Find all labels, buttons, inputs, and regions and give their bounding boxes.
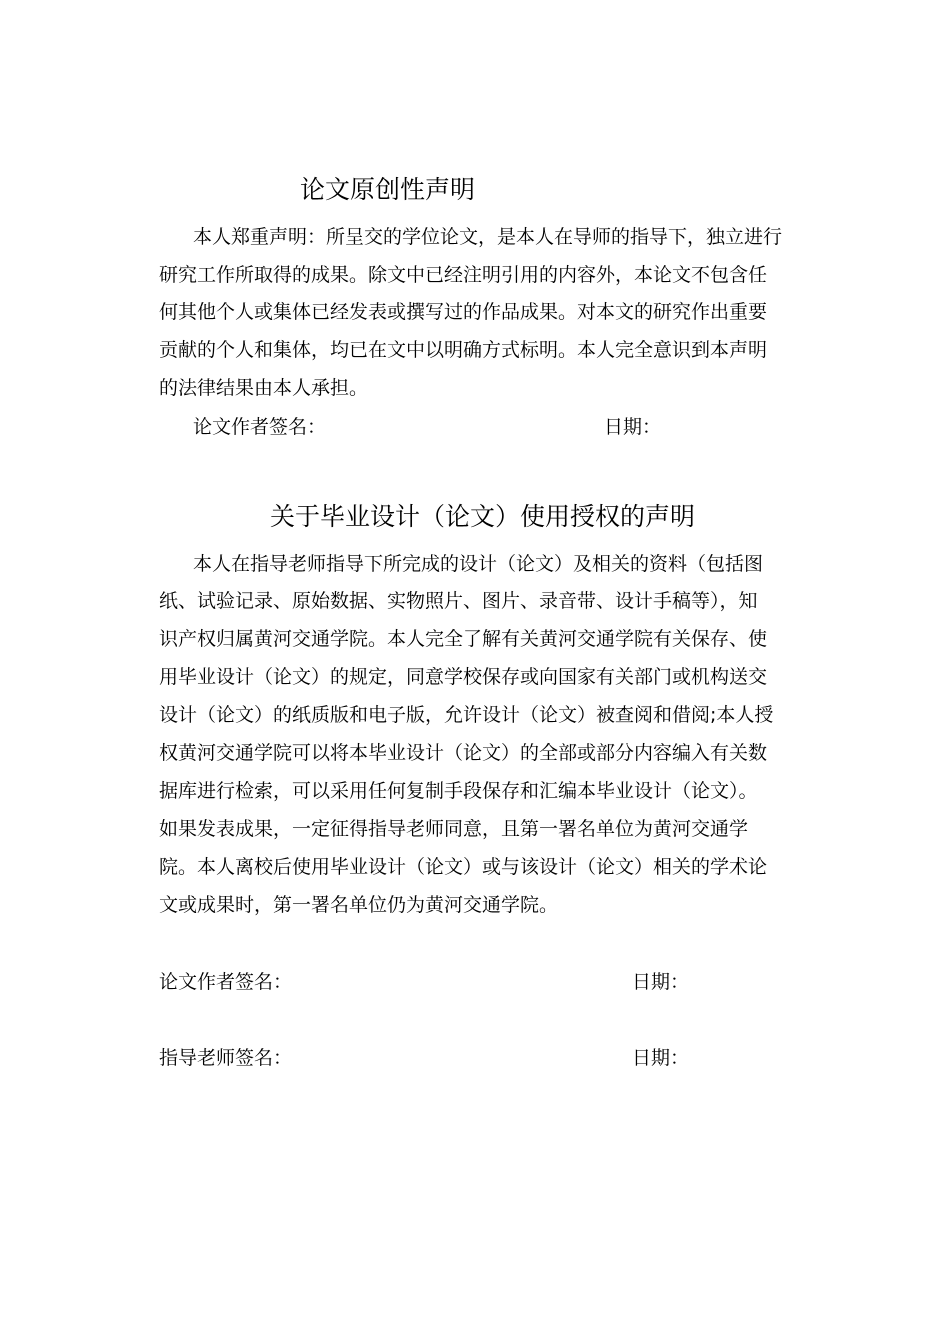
declaration-line-1: 本人郑重声明：所呈交的学位论文，是本人在导师的指导下，独立进行 — [193, 226, 783, 248]
authorization-line-9: 院。本人离校后使用毕业设计（论文）或与该设计（论文）相关的学术论 — [159, 856, 768, 878]
authorization-author-date-label: 日期： — [632, 971, 690, 993]
authorization-author-signature-label: 论文作者签名： — [159, 971, 293, 993]
declaration-line-5: 的法律结果由本人承担。 — [159, 377, 369, 399]
authorization-line-2: 纸、试验记录、原始数据、实物照片、图片、录音带、设计手稿等），知 — [159, 590, 758, 612]
advisor-signature-label: 指导老师签名： — [159, 1047, 293, 1069]
authorization-line-8: 如果发表成果，一定征得指导老师同意，且第一署名单位为黄河交通学 — [159, 818, 749, 840]
advisor-date-label: 日期： — [632, 1047, 690, 1069]
authorization-line-6: 权黄河交通学院可以将本毕业设计（论文）的全部或部分内容编入有关数 — [159, 742, 768, 764]
declaration-line-3: 何其他个人或集体已经发表或撰写过的作品成果。对本文的研究作出重要 — [159, 301, 768, 323]
authorization-title: 关于毕业设计（论文）使用授权的声明 — [270, 502, 696, 531]
authorization-line-1: 本人在指导老师指导下所完成的设计（论文）及相关的资料（包括图 — [193, 553, 764, 575]
originality-declaration-title: 论文原创性声明 — [300, 175, 476, 204]
declaration-line-2: 研究工作所取得的成果。除文中已经注明引用的内容外，本论文不包含任 — [159, 264, 768, 286]
declaration-line-4: 贡献的个人和集体，均已在文中以明确方式标明。本人完全意识到本声明 — [159, 339, 768, 361]
authorization-line-4: 用毕业设计（论文）的规定，同意学校保存或向国家有关部门或机构送交 — [159, 666, 768, 688]
declaration-date-label: 日期： — [604, 416, 662, 438]
authorization-line-3: 识产权归属黄河交通学院。本人完全了解有关黄河交通学院有关保存、使 — [159, 628, 768, 650]
authorization-line-7: 据库进行检索，可以采用任何复制手段保存和汇编本毕业设计（论文）。 — [159, 780, 758, 802]
authorization-line-5: 设计（论文）的纸质版和电子版，允许设计（论文）被查阅和借阅;本人授 — [159, 704, 774, 726]
declaration-author-signature-label: 论文作者签名： — [193, 416, 327, 438]
authorization-line-10: 文或成果时，第一署名单位仍为黄河交通学院。 — [159, 894, 559, 916]
